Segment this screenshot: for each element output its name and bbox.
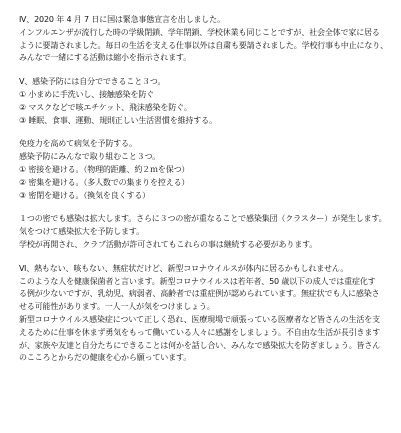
section-asymptomatic bbox=[19, 263, 389, 365]
section-emergency-declaration bbox=[19, 14, 389, 65]
list-item: ① 密接を避ける。（物理的距離、約２ｍを保つ） bbox=[19, 164, 190, 174]
text-line: 感染予防にみんなで取り組むこと３つ。 bbox=[19, 152, 160, 162]
text-line: Ⅵ、熱もない、咳もない、無症状だけど、新型コロナウイルスが体内に居るかもしれません。 bbox=[19, 263, 349, 273]
text-line: のこころとからだの健康を心から願っています。 bbox=[19, 353, 192, 363]
section-cluster bbox=[19, 213, 389, 251]
text-line: が、家族や友達と自分たちにできることは何かを話し合い、みんなで感染拡大を防ぎましょう。皆さん bbox=[19, 340, 381, 350]
text-line: みんなで一緒にする活動は縮小を指示されます。 bbox=[19, 53, 192, 63]
list-item: ② マスクなどで咳エチケット、飛沫感染を防ぐ。 bbox=[19, 102, 192, 112]
section-self-prevention bbox=[19, 76, 389, 127]
text-line: せる可能性があります。一人一人が気をつけましょう。 bbox=[19, 302, 215, 312]
text-line: このような人を健康保菌者と言います。新型コロナウイルスは若年者、50 歳以下の成人では重症化す bbox=[19, 276, 376, 286]
text-line: えるために仕事を休まず勇気をもって働いている人々に感謝をしましょう。不自由な生活が長引きます bbox=[19, 327, 381, 337]
text-line: ように要請されました。毎日の生活を支える仕事以外は自粛も要請されました。学校行事も中止になり、 bbox=[19, 40, 388, 50]
text-line: 免疫力を高めて病気を予防する。 bbox=[19, 139, 137, 149]
section-three-cs bbox=[19, 138, 389, 202]
text-line: 気をつけて感染拡大を予防します。 bbox=[19, 227, 144, 237]
text-line: る例が少ないですが、乳幼児、病弱者、高齢者では重症例が認められています。無症状でも人に感染さ bbox=[19, 289, 380, 299]
text-line: Ⅳ、2020 年 4 月 7 日に国は緊急事態宣言を出しました。 bbox=[19, 15, 225, 24]
text-line: インフルエンザが流行した時の学級閉鎖、学年閉鎖、学校休業も同じことですが、社会全体で家に居る bbox=[19, 27, 380, 37]
list-item: ③ 密閉を避ける。（換気を良くする） bbox=[19, 190, 151, 200]
list-item: ③ 睡眠、食事、運動、規則正しい生活習慣を維持する。 bbox=[19, 115, 217, 125]
list-item: ① 小まめに手洗いし、接触感染を防ぐ bbox=[19, 89, 155, 99]
text-line: １つの密でも感染は拡大します。さらに３つの密が重なることで感染集団（クラスター）が発生します。 bbox=[19, 214, 387, 224]
text-line: Ⅴ、感染予防には自分でできること３つ。 bbox=[19, 77, 166, 87]
text-line: 学校が再開され、クラブ活動が許可されてもこれらの事は継続する必要があります。 bbox=[19, 239, 318, 249]
text-line: 新型コロナウイルス感染症について正しく恐れ、医療現場で頑張っている医療者など皆さんの生活を支 bbox=[19, 314, 380, 324]
list-item: ② 密集を避ける。（多人数での集まりを控える） bbox=[19, 177, 190, 187]
